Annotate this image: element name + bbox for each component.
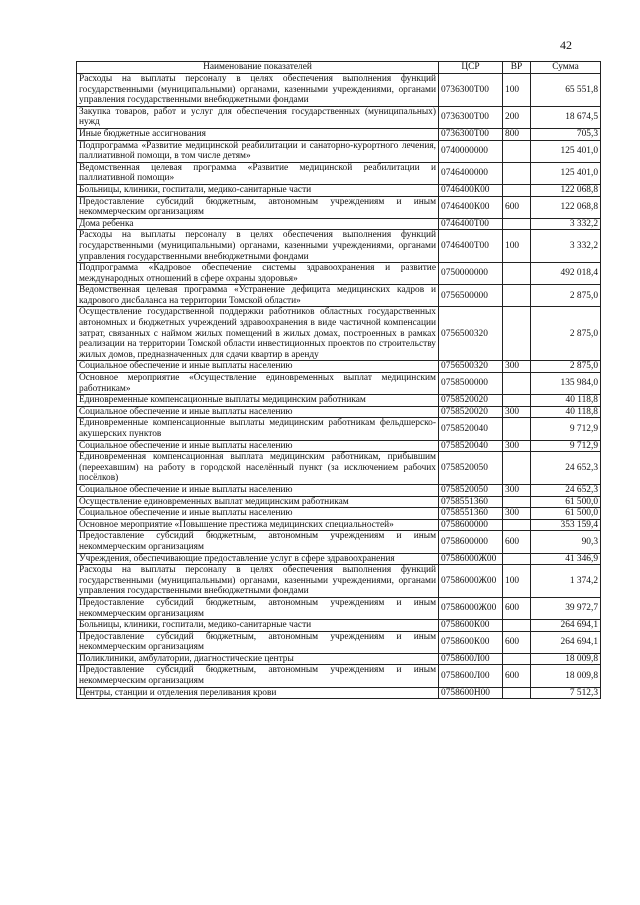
row-sum-cell: 24 652,3 bbox=[531, 452, 601, 485]
page-number: 42 bbox=[560, 38, 572, 52]
row-csr-cell: 07586000Ж00 bbox=[439, 553, 503, 565]
table-row bbox=[77, 74, 601, 107]
row-name-cell: Поликлиники, амбулатории, диагностические центры bbox=[77, 653, 439, 665]
row-sum-cell: 61 500,0 bbox=[531, 496, 601, 508]
row-vr-cell: 100 bbox=[503, 565, 531, 598]
table-row bbox=[77, 484, 601, 496]
row-vr-cell bbox=[503, 653, 531, 665]
row-name-cell: Предоставление субсидий бюджетным, автономным учреждениям и иным некоммерческим организациям bbox=[77, 665, 439, 687]
table-row bbox=[77, 406, 601, 418]
table-row bbox=[77, 531, 601, 553]
table-row bbox=[77, 184, 601, 196]
row-csr-cell: 0736300Т00 bbox=[439, 128, 503, 140]
table-row bbox=[77, 230, 601, 263]
row-vr-cell: 600 bbox=[503, 665, 531, 687]
row-sum-cell: 41 346,9 bbox=[531, 553, 601, 565]
table-row bbox=[77, 307, 601, 361]
row-csr-cell: 0758600К00 bbox=[439, 631, 503, 653]
row-name-cell: Подпрограмма «Развитие медицинской реабилитации и санаторно-курортного лечения, паллиативной помощи, в том числе детям» bbox=[77, 140, 439, 162]
row-sum-cell: 9 712,9 bbox=[531, 418, 601, 440]
row-csr-cell: 0758600000 bbox=[439, 531, 503, 553]
row-vr-cell: 300 bbox=[503, 508, 531, 520]
row-vr-cell: 100 bbox=[503, 230, 531, 263]
row-name-cell: Осуществление государственной поддержки работников областных государственных автономных и бюджетных учреждений здравоохранения в виде частичной компенсации затрат, связанных с наймом жилых помещений в жилых домах, построенных в рамках реализации на территории Томской области инвестиционных проектов по строительству жилых домов, предназначенных для сдачи квартир в аренду bbox=[77, 307, 439, 361]
table-row bbox=[77, 361, 601, 373]
row-vr-cell: 600 bbox=[503, 631, 531, 653]
row-csr-cell: 0756500320 bbox=[439, 307, 503, 361]
row-vr-cell bbox=[503, 373, 531, 395]
row-csr-cell: 0758520050 bbox=[439, 452, 503, 485]
row-csr-cell: 0750000000 bbox=[439, 263, 503, 285]
row-name-cell: Единовременные компенсационные выплаты медицинским работникам фельдшерско-акушерских пунктов bbox=[77, 418, 439, 440]
row-sum-cell: 705,3 bbox=[531, 128, 601, 140]
table-row bbox=[77, 597, 601, 619]
row-name-cell: Расходы на выплаты персоналу в целях обеспечения выполнения функций государственными (муниципальными) органами, казенными учреждениями, органами управления государственными внебюджетными фондами bbox=[77, 565, 439, 598]
row-vr-cell bbox=[503, 687, 531, 699]
row-csr-cell: 0746400К00 bbox=[439, 196, 503, 218]
row-name-cell: Социальное обеспечение и иные выплаты населению bbox=[77, 440, 439, 452]
table-row bbox=[77, 196, 601, 218]
table-row bbox=[77, 373, 601, 395]
table-row bbox=[77, 553, 601, 565]
row-csr-cell: 0758520020 bbox=[439, 406, 503, 418]
row-sum-cell: 3 332,2 bbox=[531, 218, 601, 230]
row-name-cell: Предоставление субсидий бюджетным, автономным учреждениям и иным некоммерческим организациям bbox=[77, 631, 439, 653]
table-header-row bbox=[77, 62, 601, 74]
row-vr-cell: 600 bbox=[503, 597, 531, 619]
row-csr-cell: 0758500000 bbox=[439, 373, 503, 395]
row-sum-cell: 24 652,3 bbox=[531, 484, 601, 496]
header-sum: Сумма bbox=[531, 62, 601, 74]
table-row bbox=[77, 440, 601, 452]
row-vr-cell: 100 bbox=[503, 74, 531, 107]
row-csr-cell: 0758551360 bbox=[439, 508, 503, 520]
row-csr-cell: 0758600Л00 bbox=[439, 653, 503, 665]
row-csr-cell: 0756500000 bbox=[439, 285, 503, 307]
row-csr-cell: 0736300Т00 bbox=[439, 74, 503, 107]
row-name-cell: Больницы, клиники, госпитали, медико-санитарные части bbox=[77, 184, 439, 196]
row-name-cell: Расходы на выплаты персоналу в целях обеспечения выполнения функций государственными (муниципальными) органами, казенными учреждениями, органами управления государственными внебюджетными фондами bbox=[77, 230, 439, 263]
row-sum-cell: 135 984,0 bbox=[531, 373, 601, 395]
row-name-cell: Ведомственная целевая программа «Развитие медицинской реабилитации и паллиативной помощи» bbox=[77, 162, 439, 184]
row-vr-cell: 800 bbox=[503, 128, 531, 140]
row-name-cell: Основное мероприятие «Осуществление единовременных выплат медицинским работникам» bbox=[77, 373, 439, 395]
row-csr-cell: 0746400000 bbox=[439, 162, 503, 184]
row-sum-cell: 353 159,4 bbox=[531, 519, 601, 531]
row-sum-cell: 61 500,0 bbox=[531, 508, 601, 520]
table-row bbox=[77, 285, 601, 307]
row-sum-cell: 9 712,9 bbox=[531, 440, 601, 452]
table-row bbox=[77, 218, 601, 230]
row-vr-cell bbox=[503, 307, 531, 361]
row-vr-cell: 200 bbox=[503, 106, 531, 128]
row-vr-cell bbox=[503, 553, 531, 565]
row-name-cell: Подпрограмма «Кадровое обеспечение системы здравоохранения и развитие международных отношений в сфере охраны здоровья» bbox=[77, 263, 439, 285]
header-name: Наименование показателей bbox=[77, 62, 439, 74]
row-csr-cell: 0758520050 bbox=[439, 484, 503, 496]
row-name-cell: Ведомственная целевая программа «Устранение дефицита медицинских кадров и кадрового дисбаланса на территории Томской области» bbox=[77, 285, 439, 307]
table-row bbox=[77, 263, 601, 285]
row-sum-cell: 39 972,7 bbox=[531, 597, 601, 619]
row-csr-cell: 0758551360 bbox=[439, 496, 503, 508]
header-csr: ЦСР bbox=[439, 62, 503, 74]
row-csr-cell: 0758600Н00 bbox=[439, 687, 503, 699]
table-row bbox=[77, 653, 601, 665]
row-name-cell: Расходы на выплаты персоналу в целях обеспечения выполнения функций государственными (муниципальными) органами, казенными учреждениями, органами управления государственными внебюджетными фондами bbox=[77, 74, 439, 107]
row-sum-cell: 125 401,0 bbox=[531, 162, 601, 184]
row-vr-cell bbox=[503, 418, 531, 440]
row-sum-cell: 18 009,8 bbox=[531, 665, 601, 687]
row-vr-cell bbox=[503, 395, 531, 407]
row-csr-cell: 0758520040 bbox=[439, 440, 503, 452]
header-vr: ВР bbox=[503, 62, 531, 74]
row-csr-cell: 07586000Ж00 bbox=[439, 597, 503, 619]
row-sum-cell: 18 674,5 bbox=[531, 106, 601, 128]
row-csr-cell: 0736300Т00 bbox=[439, 106, 503, 128]
row-sum-cell: 18 009,8 bbox=[531, 653, 601, 665]
row-csr-cell: 0756500320 bbox=[439, 361, 503, 373]
row-vr-cell bbox=[503, 452, 531, 485]
row-name-cell: Предоставление субсидий бюджетным, автономным учреждениям и иным некоммерческим организациям bbox=[77, 597, 439, 619]
row-name-cell: Предоставление субсидий бюджетным, автономным учреждениям и иным некоммерческим организациям bbox=[77, 196, 439, 218]
row-vr-cell bbox=[503, 519, 531, 531]
row-sum-cell: 7 512,3 bbox=[531, 687, 601, 699]
row-name-cell: Единовременная компенсационная выплата медицинским работникам, прибывшим (переехавшим) на работу в городской населённый пункт (за исключением рабочих посёлков) bbox=[77, 452, 439, 485]
row-csr-cell: 0746400Т00 bbox=[439, 230, 503, 263]
row-name-cell: Социальное обеспечение и иные выплаты населению bbox=[77, 484, 439, 496]
table-row bbox=[77, 140, 601, 162]
row-vr-cell bbox=[503, 218, 531, 230]
row-sum-cell: 2 875,0 bbox=[531, 361, 601, 373]
table-row bbox=[77, 508, 601, 520]
row-vr-cell bbox=[503, 496, 531, 508]
row-vr-cell bbox=[503, 162, 531, 184]
row-vr-cell: 600 bbox=[503, 531, 531, 553]
row-name-cell: Осуществление единовременных выплат медицинским работникам bbox=[77, 496, 439, 508]
row-vr-cell bbox=[503, 263, 531, 285]
row-vr-cell bbox=[503, 620, 531, 632]
row-sum-cell: 40 118,8 bbox=[531, 395, 601, 407]
row-csr-cell: 0758600Л00 bbox=[439, 665, 503, 687]
row-name-cell: Центры, станции и отделения переливания крови bbox=[77, 687, 439, 699]
row-vr-cell bbox=[503, 140, 531, 162]
row-name-cell: Социальное обеспечение и иные выплаты населению bbox=[77, 406, 439, 418]
row-sum-cell: 40 118,8 bbox=[531, 406, 601, 418]
row-sum-cell: 3 332,2 bbox=[531, 230, 601, 263]
row-name-cell: Больницы, клиники, госпитали, медико-санитарные части bbox=[77, 620, 439, 632]
row-vr-cell bbox=[503, 184, 531, 196]
row-csr-cell: 0740000000 bbox=[439, 140, 503, 162]
table-row bbox=[77, 452, 601, 485]
row-name-cell: Закупка товаров, работ и услуг для обеспечения государственных (муниципальных) нужд bbox=[77, 106, 439, 128]
row-sum-cell: 125 401,0 bbox=[531, 140, 601, 162]
table-row bbox=[77, 665, 601, 687]
table-row bbox=[77, 687, 601, 699]
row-csr-cell: 0746400К00 bbox=[439, 184, 503, 196]
row-csr-cell: 0746400Т00 bbox=[439, 218, 503, 230]
row-name-cell: Основное мероприятие «Повышение престижа медицинских специальностей» bbox=[77, 519, 439, 531]
row-name-cell: Иные бюджетные ассигнования bbox=[77, 128, 439, 140]
table-row bbox=[77, 496, 601, 508]
row-sum-cell: 122 068,8 bbox=[531, 184, 601, 196]
row-sum-cell: 1 374,2 bbox=[531, 565, 601, 598]
row-csr-cell: 0758600000 bbox=[439, 519, 503, 531]
row-name-cell: Дома ребенка bbox=[77, 218, 439, 230]
row-sum-cell: 264 694,1 bbox=[531, 631, 601, 653]
row-sum-cell: 65 551,8 bbox=[531, 74, 601, 107]
table-row bbox=[77, 620, 601, 632]
row-name-cell: Социальное обеспечение и иные выплаты населению bbox=[77, 508, 439, 520]
row-csr-cell: 0758600К00 bbox=[439, 620, 503, 632]
row-csr-cell: 07586000Ж00 bbox=[439, 565, 503, 598]
row-sum-cell: 492 018,4 bbox=[531, 263, 601, 285]
row-vr-cell: 300 bbox=[503, 361, 531, 373]
row-name-cell: Предоставление субсидий бюджетным, автономным учреждениям и иным некоммерческим организациям bbox=[77, 531, 439, 553]
row-sum-cell: 90,3 bbox=[531, 531, 601, 553]
table-row bbox=[77, 128, 601, 140]
row-vr-cell bbox=[503, 285, 531, 307]
row-sum-cell: 122 068,8 bbox=[531, 196, 601, 218]
row-vr-cell: 300 bbox=[503, 406, 531, 418]
table-row bbox=[77, 565, 601, 598]
table-row bbox=[77, 162, 601, 184]
table-row bbox=[77, 106, 601, 128]
row-vr-cell: 300 bbox=[503, 440, 531, 452]
row-csr-cell: 0758520020 bbox=[439, 395, 503, 407]
row-vr-cell: 600 bbox=[503, 196, 531, 218]
table-row bbox=[77, 418, 601, 440]
row-csr-cell: 0758520040 bbox=[439, 418, 503, 440]
budget-table bbox=[76, 61, 601, 699]
row-vr-cell: 300 bbox=[503, 484, 531, 496]
table-row bbox=[77, 395, 601, 407]
row-name-cell: Единовременные компенсационные выплаты медицинским работникам bbox=[77, 395, 439, 407]
row-sum-cell: 2 875,0 bbox=[531, 307, 601, 361]
row-name-cell: Учреждения, обеспечивающие предоставление услуг в сфере здравоохранения bbox=[77, 553, 439, 565]
table-body bbox=[77, 74, 601, 699]
row-name-cell: Социальное обеспечение и иные выплаты населению bbox=[77, 361, 439, 373]
table-row bbox=[77, 631, 601, 653]
row-sum-cell: 264 694,1 bbox=[531, 620, 601, 632]
row-sum-cell: 2 875,0 bbox=[531, 285, 601, 307]
table-row bbox=[77, 519, 601, 531]
